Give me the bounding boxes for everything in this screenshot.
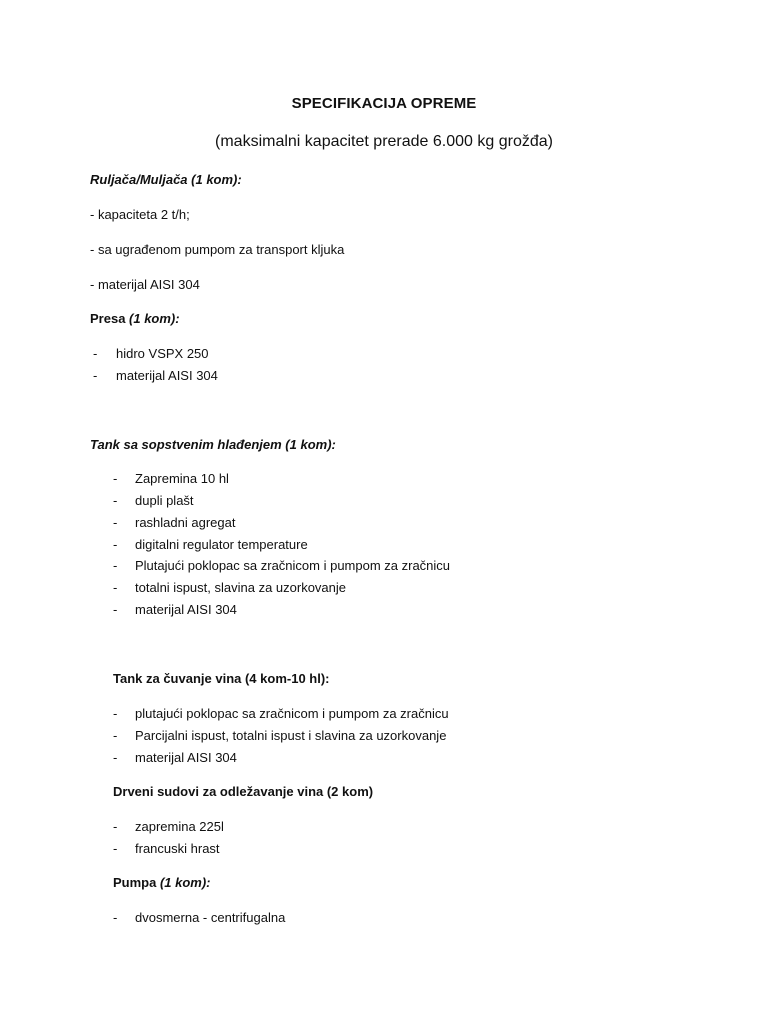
- dash-marker: -: [113, 515, 118, 530]
- list-item-text: zapremina 225l: [135, 819, 224, 834]
- list-item-text: dupli plašt: [135, 493, 194, 508]
- document-subtitle: (maksimalni kapacitet prerade 6.000 kg grožđa): [215, 133, 553, 150]
- list-item: [93, 368, 218, 383]
- dash-marker: -: [93, 346, 98, 361]
- dash-marker: -: [113, 602, 118, 617]
- list-item: [113, 819, 224, 834]
- list-item: [113, 750, 237, 765]
- list-item-text: rashladni agregat: [135, 515, 236, 530]
- list-item-text: digitalni regulator temperature: [135, 537, 308, 552]
- heading-italic-text: (1 kom):: [125, 311, 180, 326]
- dash-marker: -: [93, 368, 98, 383]
- section-heading-tank-hladjenje: Tank sa sopstvenim hlađenjem (1 kom):: [90, 437, 336, 452]
- list-item: [113, 841, 220, 856]
- heading-italic-text: (1 kom):: [156, 875, 211, 890]
- dash-marker: -: [113, 750, 118, 765]
- section-heading-drveni-sudovi: Drveni sudovi za odležavanje vina (2 kom): [113, 784, 374, 799]
- heading-main-text: Presa: [90, 311, 126, 326]
- list-item-text: francuski hrast: [135, 841, 220, 856]
- list-item: [113, 706, 449, 721]
- dash-marker: -: [113, 471, 118, 486]
- dash-marker: -: [113, 706, 118, 721]
- list-item: [113, 602, 237, 617]
- list-item: [113, 558, 450, 573]
- spec-line: - kapaciteta 2 t/h;: [90, 207, 190, 222]
- list-item: [113, 515, 235, 530]
- section-heading-presa: [90, 311, 180, 326]
- list-item: [113, 728, 446, 743]
- list-item-text: dvosmerna - centrifugalna: [135, 910, 286, 925]
- list-item: [113, 471, 229, 486]
- list-item-text: hidro VSPX 250: [116, 346, 209, 361]
- section-heading-tank-cuvanje: Tank za čuvanje vina (4 kom-10 hl):: [113, 671, 330, 686]
- list-item-text: totalni ispust, slavina za uzorkovanje: [135, 580, 347, 595]
- heading-main-text: Pumpa: [113, 875, 157, 890]
- list-item: [113, 910, 285, 925]
- dash-marker: -: [113, 493, 118, 508]
- document-title: SPECIFIKACIJA OPREME: [291, 95, 477, 112]
- list-item-text: plutajući poklopac sa zračnicom i pumpom za zračnicu: [135, 706, 449, 721]
- list-item-text: materijal AISI 304: [116, 368, 218, 383]
- dash-marker: -: [113, 841, 118, 856]
- list-item: [113, 493, 194, 508]
- section-heading-pumpa: [113, 875, 211, 890]
- section-heading-ruljaca: Ruljača/Muljača (1 kom):: [90, 172, 242, 187]
- list-item-text: Plutajući poklopac sa zračnicom i pumpom za zračnicu: [135, 558, 451, 573]
- spec-line: - sa ugrađenom pumpom za transport kljuka: [90, 242, 345, 257]
- list-item-text: materijal AISI 304: [135, 750, 237, 765]
- dash-marker: -: [113, 819, 118, 834]
- dash-marker: -: [113, 537, 118, 552]
- dash-marker: -: [113, 580, 118, 595]
- list-item: [93, 346, 209, 361]
- spec-line: - materijal AISI 304: [90, 277, 200, 292]
- dash-marker: -: [113, 728, 118, 743]
- list-item-text: Zapremina 10 hl: [135, 471, 229, 486]
- dash-marker: -: [113, 910, 118, 925]
- dash-marker: -: [113, 558, 118, 573]
- list-item-text: materijal AISI 304: [135, 602, 237, 617]
- list-item-text: Parcijalni ispust, totalni ispust i slavina za uzorkovanje: [135, 728, 447, 743]
- list-item: [113, 537, 308, 552]
- list-item: [113, 580, 346, 595]
